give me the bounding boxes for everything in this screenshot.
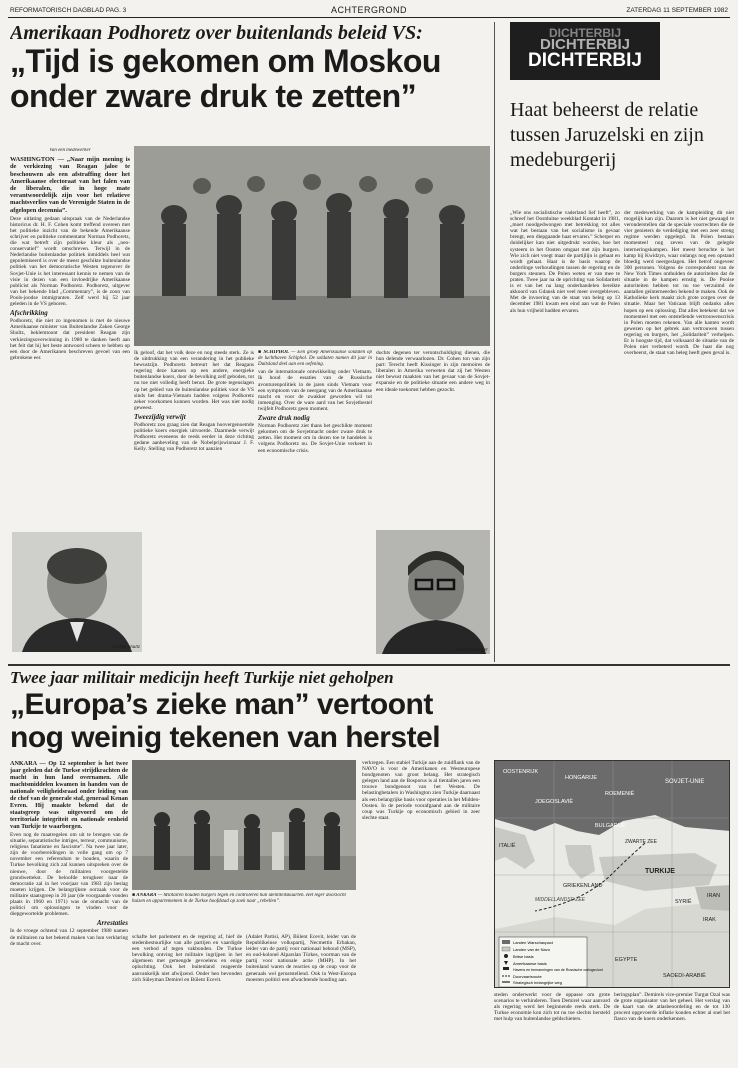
article2-headline-line2: nog weinig tekenen van herstel [10, 722, 441, 754]
sidebar-col2-text: der medewerking van de kampleiding dit niet mogelijk kan zijn. Daarom is het niet gewaagd te veronderstellen dat de speciale voorrechten die de vier genieters de verdediging met een zeer streng regime werden opgelegd. In Polen bestaan momenteel nog zeven van de gelegde interneringskampen. Het meest beruchte is het kamp bij Kwidzyn, waar onlangs nog een opstand bloedig werd neergeslagen. Het betrof ongeveer 300 personen. Volgens de correspondent van de New York Times onthulden de autoriteiten dat de situatie in de kampen ernstig is. De Poolse autoriteiten hebben tot nu toe verzuimd de aantallen geïnterneerden bekend te maken. Ook de Katholieke kerk maakt zich grote zorgen over de situatie. Maar het Vaticaan blijft ondanks alles hopen op een oplossing. Dat alles betekent dat we momenteel met een ontstellende vertrouwenscrisis in Polen moeten rekenen. Van alle kanten wordt gewezen op het gebrek aan vertrouwen tussen regering en burgers, het „Solidariteit” verhelpen. Er is hoogste tijd, dat volksaard de situatie van de Polen niet verbeterd wordt. De haat die nog overheerst, de staat van beleg heeft geen geval is. [624, 210, 734, 357]
soldiers-photo-illustration [134, 146, 490, 346]
article2-col5-text: steden onderwerkt voor de oppasse om grote scenarios te verhinderen. Toen Demirel waar aanvard als regering werd het beginnende reeds sterk. De Turkse economie kon zich tot nu toe slechts hersteld met hulp van buitenlandse geldschieters. [494, 992, 610, 1023]
article1-lead: WASHINGTON — „Naar mijn mening is de verkiezing van Reagan jaloe te beschouwen als een afstraffing door het Amerikaanse electoraat van het falen van de liberalen, die in hoge mate verantwoordelijk zijn voor het relatieve machtsverlies van de Verenigde Staten in de afgelopen decennia”. [10, 156, 130, 214]
masthead [8, 4, 730, 18]
kissinger-portrait [376, 530, 490, 654]
map-label-oostenrijk: OOSTENRIJK [503, 769, 539, 775]
article2-headline-line1: „Europa’s zieke man” vertoont [10, 689, 433, 721]
legend-road: Strategisch belangrijke weg [513, 980, 562, 985]
ankara-photo-caption: ■ ANKARA — Militairen houden burgers tegen en controleren hun identiteitskaarten. Het leger doorzocht huizen en appartementen in de Turkse hoofdstad op zoek naar „rebellen”. [132, 893, 346, 904]
article2-column-1 [10, 760, 128, 1062]
map-label-saoedi-arabie: SAOEDI-ARABIË [663, 973, 706, 979]
map-label-hongarije: HONGARIJE [565, 775, 598, 781]
map-label-griekenland: GRIEKENLAND [563, 883, 603, 889]
article2-col1-text2: In de vroege ochtend van 12 september 1980 namen de militairen na het bekend maken van hun verklaring de macht over. [10, 928, 128, 947]
article1-column-1 [10, 148, 130, 560]
region-map-svg [495, 761, 730, 988]
article2-column-3 [246, 934, 356, 1062]
map-legend [499, 937, 603, 987]
article2-kicker: Twee jaar militair medicijn heeft Turkije niet geholpen [10, 668, 394, 687]
section-title: ACHTERGROND [330, 5, 407, 15]
kissinger-caption: Henry Kissinger [455, 648, 488, 653]
legend-soviet-harbours: Havens en bemanningen van de Russische oorlogsvloot [513, 968, 603, 972]
map-label-irak: IRAK [703, 917, 716, 923]
article1-column-3 [258, 350, 372, 660]
ankara-caption-prefix: ANKARA [136, 893, 157, 898]
legend-nato: Landen van de Navo [513, 947, 550, 952]
map-label-sovjet-unie: SOVJET-UNIE [665, 779, 705, 785]
article2-lead: ANKARA — Op 12 september is het twee jaar geleden dat de Turkse strijdkrachten de macht in hun land overnamen. Alle machtsmiddelen kwamen in handen van de nationale veiligheidsraad onder leiding van de chef van de generale staf, generaal Kenan Evren. Hij maakte bekend dat de staatsgreep was uitgevoerd om de territoriale integriteit en nationale eenheid van Turkije te waarborgen. [10, 760, 128, 830]
map-label-italie: ITALIË [499, 843, 516, 849]
masthead-date: ZATERDAG 11 SEPTEMBER 1982 [626, 7, 728, 14]
map-label-joegoslavie: JOEGOSLAVIË [535, 799, 574, 805]
shultz-caption: George Shultz [111, 645, 140, 650]
ankara-photo-illustration [132, 760, 356, 890]
sidebar-col1-text: „Wie ons socialistische vaderland lief heeft”, zo schreef het Oostduitse weekblad Kontakt in 1981, „moet noodgedwongen met betrekking tot alles wat het bestaan van het socialisme in gevaar brengt, een diepgaande haat ervaren.” Scherper en duidelijker kan niet uitgedrukt worden, hoe het systeem in het Oosten omgaat met zijn burgers. Wie zich niet voegt maar de partijlijn is gehaat en wordt gehaat. Haat is de basis waarop de onderlinge verhoudingen tussen de regering en de burgers steunen. De Polen weten er van mee te praten. Twee jaar na de oprichting van Solidariteit is er van het na lang onderhandelen bereikte akkoord van Gdansk niet veel meer overgebleven. Met de invoering van de staat van beleg op 13 december 1981 kwam een eind aan wat de Polen als hun vrijheid hadden ervaren. [510, 210, 620, 314]
sidebar-divider [494, 22, 495, 662]
article1-headline-line1: „Tijd is gekomen om Moskou [10, 44, 441, 79]
article2-col1-text: Even nog de maatregelen om uit te brengen van de situatie, separatistische intriges, terreur, communisme, religieus fanatisme en fascisme”. Na twee jaar later, zijn de voorbereidingen in volle gang om op 7 november een referendum te houden, waarin de Turkse bevolking zich zal kunnen uitspreken over de nieuwe, door de militairen voorgestelde grondwettekst. De beloofde terugkeer naar de democratie zal in het voorjaar van 1983 zijn beslag moeten krijgen. De belangrijkste oorzaak voor de militaire staatsgreep in 20 jaar (de voorgaande vonden plaats in 1960 en 1971) was de onmacht van de politici om oplossingen te vinden voor de diepgewortelde problemen. [10, 832, 128, 918]
article1-subhead-tweezijdig: Tweezijdig verwijt [134, 412, 186, 421]
dichterbij-logo-main: DICHTERBIJ [527, 50, 642, 71]
article1-col3-text2: Norman Podhoretz ziet thans het geschikte moment gekomen om de Sovjetmacht onder zware druk te zetten. Het moment om in dezen toe te handelen is volgens Podhoretz nu. De Sovjet-Unie verkeert in een economische crisis. [258, 423, 372, 454]
article1-col4-text: dochts degenen ter verontschuldiging dienen, die hun delende verwaarlozen. Dr. Cohen ton van zijn part: Terecht heeft Kissinger in zijn memoires de liberalen in Amerika verweten dat zij het Westen niet bewust maakten van het gevaar van de Sovjet-expansie en de politieke situatie een andere weg in een ideale toekomst hebben gezocht. [376, 350, 490, 393]
article2-col2-text: schafte het parlement en de regering af, hief de stedenbestuurlijke van alle partijen en vaardigde een verbod af tegen vakbonden. De Turkse bevolking ontving het militaire ingrijpen in het algemeen met gemengde gevoelens en enige opluchting. Ook het buitenland reageerde aanvankelijk niet afwijzend. Onder hen bevonden zich Süleyman Demirel en Bülent Ecevit. [132, 934, 242, 983]
article1-byline: Van een medewerker [49, 148, 91, 153]
dichterbij-logo-ghost-2: DICHTERBIJ [539, 36, 630, 53]
region-map [494, 760, 730, 988]
article1-subhead-zware-druk: Zware druk nodig [258, 414, 310, 423]
article2-column-4 [362, 760, 480, 1062]
soldiers-photo [134, 146, 490, 346]
sidebar-column-1 [510, 210, 620, 660]
article2-column-2 [132, 934, 242, 1062]
ankara-caption-text: Militairen houden burgers tegen en controleren hun identiteitskaarten. Het leger doorzocht huizen en appartementen in de Turkse hoofdstad op zoek naar „rebellen”. [132, 893, 346, 904]
article1-subhead-afschrikking: Afschrikking [10, 309, 48, 318]
article1-col1-text: Deze uitlating gedaan uitspraak van de Nederlandse historicus dr. H. F. Cohen komt treffend overeen met het politieke inzicht van de bekende Amerikaanse schrijver en politieke commentator Norman Podhoretz, die wat betreft zijn politieke kleur als „neo-conservatief” wordt omschreven. Terwijl in de Nederlandse buitenlandse politiek inmiddels heel wat gepolemiseerd is over de meest geschikte buitenlandse politiek van het democratische Westen tegenover de Sovjet-Unie is het interessant kennis te nemen van de visie in dezen van een invloedrijke Amerikaanse publicist als Norman Podhoretz. Podhoretz, uitgever van het bekende blad „Commentary”, is de zoon van Pools-joodse immigranten. Zelf werd hij 52 jaar geleden in de VS geboren. [10, 215, 130, 308]
map-label-turkije: TURKIJE [645, 868, 675, 875]
article1-col1-text2: Podhoretz, die niet zo ingenomen is met de nieuwe Amerikaanse minister van Buitenlandse Zaken George Shultz, beklemtoont dat president Reagan zijn verkiezingsoverwinning in 1980 te danken heeft aan het feit dat hij het beste antwoord scheen te hebben op een door de Amerikanen beschreven gevoel van een gebrokene eer. [10, 318, 130, 361]
dichterbij-logo-ghost-1: DICHTERBIJ [548, 26, 621, 40]
map-label-egypte: EGYPTE [615, 957, 638, 963]
masthead-left: REFORMATORISCH DAGBLAD PAG. 3 [10, 7, 127, 14]
dichterbij-logo [510, 22, 660, 80]
map-label-middellandse-zee: MIDDELLANDSE ZEE [535, 897, 586, 903]
kissinger-portrait-illustration [376, 530, 490, 654]
article2-subhead-arrestaties: Arrestaties [96, 919, 128, 928]
map-label-syrie: SYRIË [675, 899, 692, 905]
article1-column-2 [134, 350, 254, 660]
schiphol-caption-text: Een groep Amerikaanse soldaten op de luchthaven Schiphol. De soldaten namen dit jaar in Duitsland deel aan een oefening. [258, 350, 372, 367]
shultz-portrait-illustration [12, 532, 142, 652]
article1-column-4 [376, 350, 490, 530]
schiphol-caption-prefix: SCHIPHOL [263, 350, 290, 355]
legend-warsaw: Landen Warschaupact [513, 940, 553, 945]
legend-american-base: Amerikaanse basis [513, 961, 547, 966]
shultz-portrait [12, 532, 142, 652]
article1-headline-line2: onder zware druk te zetten” [10, 79, 417, 114]
sidebar-column-2 [624, 210, 734, 660]
article2-col6-text: beringsplan”. Demirels vice-premier Turgut Özal was de grote organisator van het geheel. Het verslag van de kaart van de atlasbeoordeling en de tot 130 procent opgevoerde inflatie konden echter al snel het fiasco van de koers onderkennen. [614, 992, 730, 1023]
sidebar-headline: Haat beheerst de relatie tussen Jaruzelski en zijn medeburgerij [510, 99, 704, 171]
map-label-iran: IRAN [707, 893, 721, 899]
map-label-roemenie: ROEMENIË [605, 791, 635, 797]
ankara-photo [132, 760, 356, 890]
article2-col4-text: verkregen. Een stabiel Turkije aan de zuidflank van de NAVO is voor de Amerikanen en Westeuropese bondgenoten van groot belang. Het strategisch gelegen land aan de Bosporus is al tientallen jaren een trouwe bondgenoot van het Westen. De belastingbetalers in Washington zien Turkije daarnaast als een belangrijke basis voor operaties in het Midden-Oosten. In de periode voorafgaand aan de militaire coup was Turkije op economisch gebied in zeer slechte staat. [362, 760, 480, 821]
article1-kicker: Amerikaan Podhoretz over buitenlands beleid VS: [10, 22, 423, 44]
article1-col2-text2: Podhoretz zou graag zien dat Reagan hoovergenoemde politieke koers energiek uitvoerde. Daarmede verwijt Podhoretz eveneens de reeds eerder in deze richting gedane aanbeveling van de Nobelprijswinnaar J. F. Kelly. Stelling van Podhoretz tot aanzien [134, 422, 254, 453]
article1-col3-text: van de internationale ontwikkeling onder Vietnam. Ik houd de essaties van de Russische avonturenpolitiek in de jaren sinds Vietnam voor een symptoom van de neergang van de Amerikaanse macht en voor de zwakker geworden wil tot inmenging. Over de ware aard van het Sovjetbestel twijfelt Podhoretz geen moment. [258, 369, 372, 412]
map-label-bulgarije: BULGARIJE [595, 823, 626, 829]
article2-column-6 [614, 992, 730, 1062]
article1-col2-text: Ik geloof, dat het volk deze en nog steeds sterk. Ze is de uitdrukking van een verandering in het publieke bewustzijn. Podhoretz betreurt het dat Reagans regering deze kansen op een andere, energieke buitenlandse koers, door de bevolking zelf geboden, tot nu toe niet volledig heeft benut. De grote tegenslagen op het gebied van de buitenlandse politiek voor de VS sinds het drama-Vietnam hadden volgens Podhoretz zeker voorkomen kunnen worden. Het was niet nodig geweest. [134, 350, 254, 411]
article2-column-5 [494, 992, 610, 1062]
article2-col3-text: (Adalet Partisi, AP), Bülent Ecevit, leider van de Republikeinse volkspartij, Necmettin Erbakan, leider van de partij voor nationaal behoud (MSP), en oud-kolonel Alparslan Türkes, voorman van de partij voor nationale actie (MHP). In het buitenland waren de reacties op de coup voor de generaals wel geruststellend. Ook in West-Europa moesten politici een afwachtende houding aan. [246, 934, 356, 983]
section-divider [8, 664, 730, 666]
map-label-zwarte-zee: ZWARTE ZEE [625, 839, 657, 845]
legend-british-base: Britse basis [513, 954, 534, 959]
legend-route: Doorvaartsroute [513, 974, 542, 979]
schiphol-caption: ■ SCHIPHOL — Een groep Amerikaanse soldaten op de luchthaven Schiphol. De soldaten namen dit jaar in Duitsland deel aan een oefening. [258, 350, 372, 367]
